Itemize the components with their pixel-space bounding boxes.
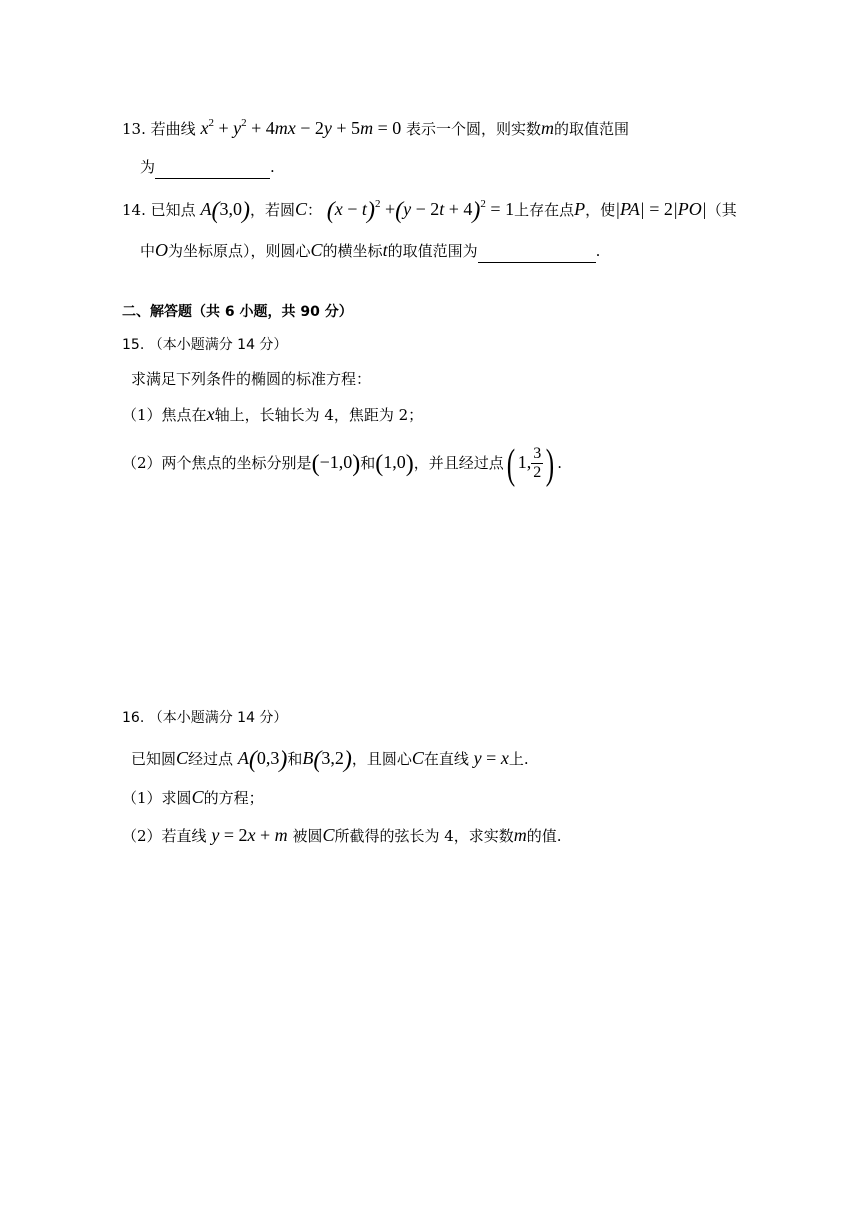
q13-answer-blank [155,163,270,179]
q16-and: 和 [287,750,303,768]
q16-point-b: B(3,2) [302,747,352,773]
q14-point-o: O [155,240,169,260]
q13-end: . [270,158,275,176]
q14-text7: 为坐标原点），则圆心 [168,242,311,260]
q15-fraction [531,446,543,481]
q16-point-a: A(0,3) [237,747,288,773]
q16-part2 [122,826,562,844]
q16-header [122,711,287,725]
q13-text2: 表示一个圆，则实数 [406,120,542,138]
q14-text4: ，使 [585,201,616,219]
q13-line1 [122,118,629,137]
q15-part2-label: （2） [122,454,162,472]
q15-part1-label: （1） [122,406,162,424]
q15-part2-point2: (1,0) [375,451,414,477]
q13-text1: 若曲线 [150,120,196,138]
q14-number: 14. [122,201,146,219]
q15-part2 [122,444,562,486]
q14-text3: 上存在点 [514,201,575,219]
q13-number: 13. [122,120,146,138]
q15-part2-and: 和 [360,454,376,472]
q16-score: （本小题满分 14 分） [148,710,288,726]
q13-text3: 的取值范围 [554,120,630,138]
q14-text9: 的取值范围为 [387,242,478,260]
q16-text3: ，且圆心 [351,750,412,768]
q13-text4: 为 [140,158,156,176]
q15-part2-end: . [557,454,563,472]
q16-var-c: C [176,748,189,768]
q16-part2-var-c: C [322,825,335,845]
q14-line2 [140,241,600,263]
q14-end: . [595,242,601,260]
q15-part2-point3: ( 1, $\frac{3}{2}$ ) [506,442,555,488]
q16-part2-text3: 所截得的弦长为 4，求实数 [334,827,514,845]
q16-part1 [122,788,264,806]
q16-line: y = x [473,748,509,768]
q14-colon: ： [306,201,322,219]
q14-text2: ，若圆 [249,201,295,219]
q15-part1-var: x [206,404,215,424]
q14-var-t: t [382,240,388,260]
q14-text8: 的横坐标 [322,242,383,260]
q15-part1-text1: 焦点在 [161,406,207,424]
q15-part2-text1: 两个焦点的坐标分别是 [161,454,312,472]
q14-text1: 已知点 [150,201,196,219]
q14-point-a: A(3,0) [200,198,250,224]
q16-part2-label: （2） [122,827,162,845]
section2-heading: 二、解答题（共 6 小题，共 90 分） [122,304,353,320]
q15-fraction-den: 2 [533,464,542,482]
q13-line2 [140,160,275,179]
q16-part1-label: （1） [122,789,162,807]
q16-part2-text1: 若直线 [161,827,207,845]
q15-part2-text2: ，并且经过点 [413,454,504,472]
q13-var-m: m [541,118,555,138]
q15-header [122,338,287,352]
q16-part1-var-c: C [191,787,204,807]
q15-part1 [122,405,423,423]
q14-condition: |PA| = 2|PO| [615,199,707,219]
q15-prompt: 求满足下列条件的椭圆的标准方程： [131,370,372,388]
q14-equation: $(x - t)^2 +(y - 2t + 4)^2 = 1$ [326,198,515,224]
q16-number: 16. [122,710,145,726]
q14-point-p: P [574,199,586,219]
q16-part2-text4: 的值. [526,827,562,845]
q16-text4: 在直线 [423,750,469,768]
q16-center-c: C [411,748,424,768]
q14-text5: （其 [706,201,737,219]
q15-part2-point3-x: 1, [517,452,532,472]
q14-answer-blank [478,247,596,263]
q14-text6: 中 [140,242,156,260]
q16-part2-var-m: m [513,825,527,845]
q16-part2-line: y = 2x + m [211,825,288,845]
q15-number: 15. [122,337,145,353]
q14-line1 [122,199,737,223]
q16-text2: 经过点 [188,750,234,768]
q16-part1-text2: 的方程； [203,789,264,807]
q16-text1: 已知圆 [131,750,177,768]
q16-part2-text2: 被圆 [292,827,323,845]
q16-part1-text1: 求圆 [161,789,192,807]
q14-center-c: C [310,240,323,260]
q16-text5: 上. [508,750,529,768]
q13-equation: $x^2 + y^2 + 4mx - 2y + 5m = 0$ [200,117,402,138]
q16-stem [131,748,529,772]
q14-circle-c: C [294,199,307,219]
q15-fraction-num: 3 [533,445,542,463]
q15-score: （本小题满分 14 分） [148,337,288,353]
q15-part2-point1: (−1,0) [311,451,361,477]
q15-part1-text2: 轴上，长轴长为 4，焦距为 2； [214,406,424,424]
